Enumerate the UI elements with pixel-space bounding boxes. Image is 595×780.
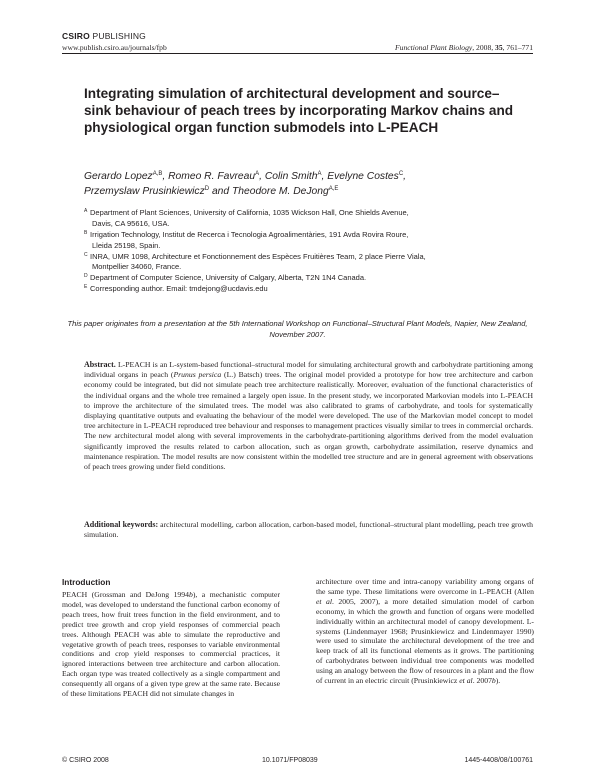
author-affiliation-marker: A,B <box>152 171 163 177</box>
affiliation-item <box>84 230 524 252</box>
intro-paragraph-left: PEACH (Grossman and DeJong 1994b), a mechanistic computer model, was developed to understand the functional carbon economy of peach trees, how fruit trees function in the field environment, and to predict tree growth and crop yield responses of commercial peach trees. Although PEACH was able to simulate the reproductive and vegetative growth of peach trees, responses to variable environmental conditions and crop yield responses to commercial practices, it ignored interactions between tree architecture and carbon allocation. Each organ type was treated collectively as a single compartment and consequently all organs of a given type grew at the same rate. Because of these limitations PEACH did not simulate changes in <box>62 590 280 699</box>
author-affiliation-marker: A <box>255 171 260 177</box>
species-name: Prunus persica <box>173 370 222 380</box>
body-column-left <box>62 577 280 699</box>
affiliation-line: Department of Computer Science, University of Calgary, Alberta, T2N 1N4 Canada. <box>90 273 367 283</box>
author-affiliation-marker: A <box>317 171 322 177</box>
author-name: Przemyslaw Prusinkiewicz <box>84 186 205 197</box>
body-column-right <box>316 577 534 686</box>
author-name: Romeo R. Favreau <box>168 171 256 182</box>
author-affiliation-marker: A,E <box>328 186 339 192</box>
affiliation-line: Lleida 25198, Spain. <box>92 240 161 250</box>
affiliation-marker: A <box>84 208 88 214</box>
affiliation-list <box>84 208 524 295</box>
affiliation-line: Department of Plant Sciences, University of California, 1035 Wickson Hall, One Shields Avenue, <box>90 208 409 217</box>
author-list: Gerardo Lopez$^{A,B}$, Romeo R. Favreau$^A$, Colin Smith$^A$, Evelyne Costes$^C$, Przemyslaw Prusinkiewicz$^D$ and Theodore M. DeJong$^{A,E}$ <box>84 171 407 197</box>
journal-citation: Functional Plant Biology, 2008, 35, 761–771 <box>395 43 533 52</box>
intro-paragraph-right: architecture over time and intra-canopy variability among organs of the same type. These limitations were overcome in L-PEACH (Allen et al. 2005, 2007), a more detailed simulation model of carbon economy, in which the growth and function of organs were modelled individually within an architectural model of canopy development. L-systems (Lindenmayer 1968; Prusinkiewicz and Lindenmayer 1990) were used to simulate the architectural development of the tree and keep track of all its functional elements as it grows. The partitioning of carbohydrates between individual tree components was modelled using an analogy between the flow of resources in a plant and the flow of current in an electric circuit (Prusinkiewicz et al. 2007b). <box>316 577 534 686</box>
affiliation-line: Corresponding author. Email: tmdejong@ucdavis.edu <box>90 284 268 294</box>
doi[interactable]: 10.1071/FP08039 <box>262 757 318 764</box>
keywords: Additional keywords: architectural modelling, carbon allocation, carbon-based model, functional–structural plant modelling, peach tree growth simulation. <box>84 520 533 540</box>
affiliation-line: Irrigation Technology, Institut de Recerca i Tecnologia Agroalimentàries, 191 Avda Rovira Roure, <box>90 229 409 239</box>
publisher-name: CSIRO PUBLISHING <box>62 31 146 41</box>
affiliation-item <box>84 273 524 284</box>
journal-url[interactable]: www.publish.csiro.au/journals/fpb <box>62 43 167 52</box>
affiliation-item <box>84 284 524 295</box>
author-name: Gerardo Lopez <box>84 171 153 182</box>
affiliation-item <box>84 208 524 230</box>
author-name: Theodore M. DeJong <box>231 186 329 197</box>
author-affiliation-marker: D <box>204 186 210 192</box>
affiliation-line: Montpellier 34060, France. <box>92 262 182 272</box>
author-name: Colin Smith <box>264 171 318 182</box>
header-divider <box>62 53 533 54</box>
affiliation-line: INRA, UMR 1098, Architecture et Fonctionnement des Espèces Fruitières Team, 2 place Pierre Viala, <box>90 251 426 261</box>
journal-volume: 35 <box>495 43 503 52</box>
article-title: Integrating simulation of architectural development and source–sink behaviour of peach trees by incorporating Markov chains and physiological organ function submodels into L-PEACH <box>84 86 514 135</box>
author-affiliation-marker: C <box>398 171 404 177</box>
copyright: © CSIRO 2008 <box>62 757 109 764</box>
section-heading-introduction: Introduction <box>62 577 111 587</box>
abstract: Abstract. L-PEACH is an L-system-based functional–structural model for simulating architectural growth and carbohydrate partitioning among individual organs in peach (Prunus persica (L.) Batsch) trees. The original model provided a prototype for how tree architecture and carbon economy could be integrated, but did not simulate peach tree architecture realistically. Moreover, evaluation of the functional characteristics of the individual organs and the whole tree remained a largely open issue. In the present study, we incorporated Markovian models into L-PEACH to improve the architecture of the simulated trees. The model was also calibrated to grams of carbohydrate, and tools for systematically displaying quantitative outputs and evaluating the behaviour of the model were developed. The use of the Markovian model concept to model tree architecture in L-PEACH reproduced tree behaviour and responses to management practices visually similar to trees in commercial orchards. The new architectural model along with several improvements in the carbohydrate-partitioning algorithms derived from the model evaluation significantly improved the results related to carbon allocation, such as organ growth, carbohydrate assimilation, reserve dynamics and maintenance respiration. The model results are now consistent within the modelled tree structure and are in general agreement with observations of peach trees growing under field conditions. <box>84 360 534 472</box>
origin-note: This paper originates from a presentation at the 5th International Workshop on Functional–Structural Plant Models, Napier, New Zealand, November 2007. <box>67 319 528 339</box>
author-name: Evelyne Costes <box>327 171 399 182</box>
keywords-label: Additional keywords: <box>84 520 159 529</box>
issn: 1445-4408/08/100761 <box>464 757 533 764</box>
journal-name: Functional Plant Biology <box>395 43 473 52</box>
affiliation-marker: D <box>84 273 88 280</box>
affiliation-line: Davis, CA 95616, USA. <box>92 218 170 228</box>
affiliation-marker: E <box>84 284 88 291</box>
affiliation-item <box>84 252 524 274</box>
affiliation-marker: C <box>84 251 88 258</box>
abstract-label: Abstract. <box>84 360 116 369</box>
affiliation-marker: B <box>84 229 88 236</box>
